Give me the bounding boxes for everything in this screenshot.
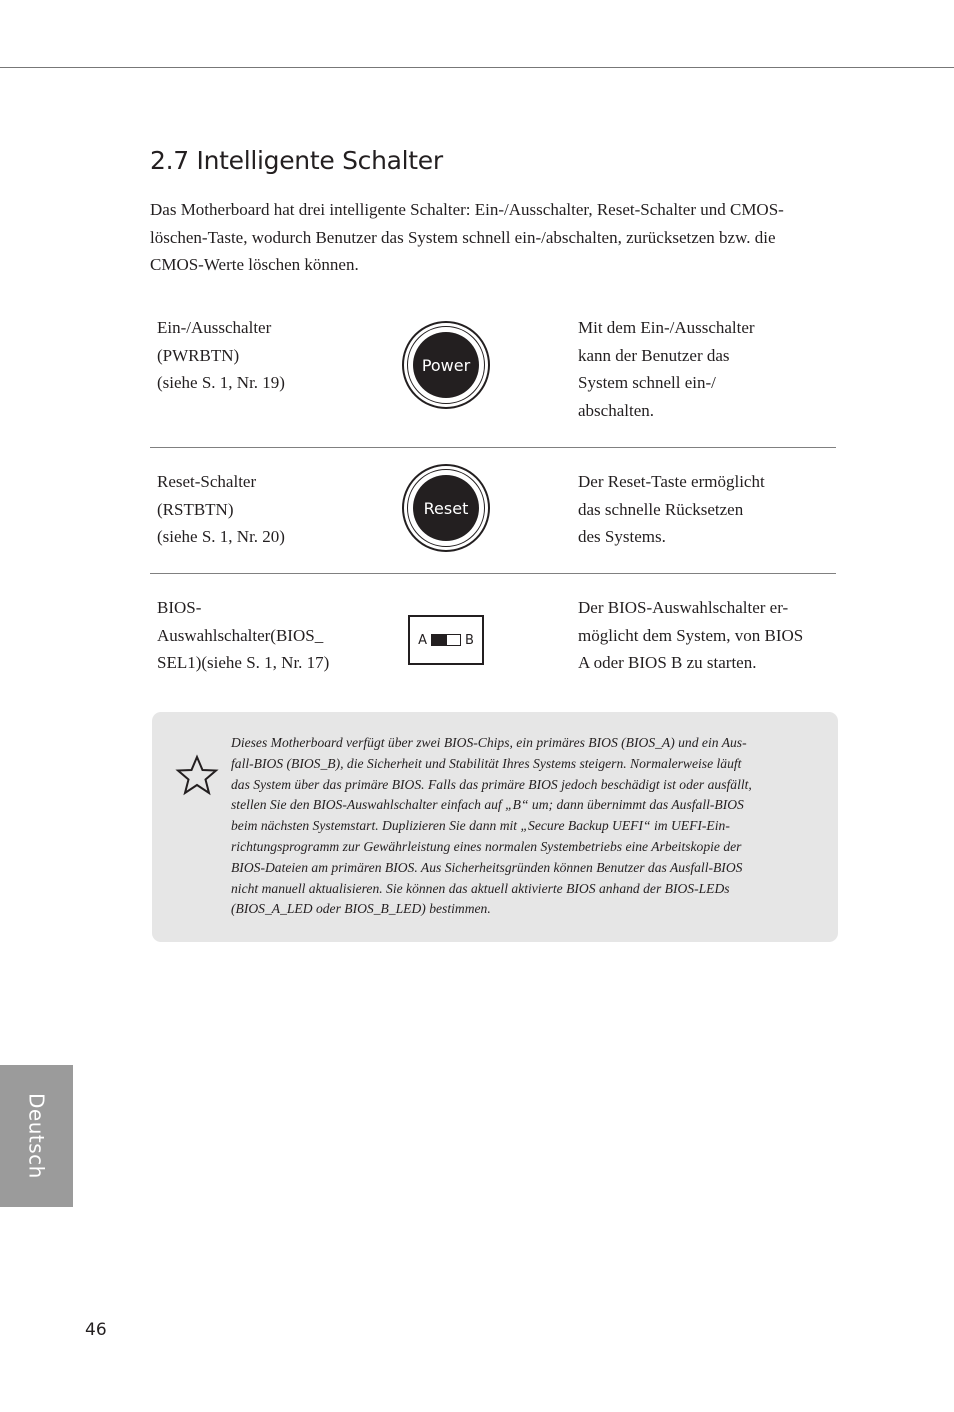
reset-button-illustration: Reset [402,464,490,552]
row-divider [150,447,836,448]
switch-label: Reset-Schalter (RSTBTN) (siehe S. 1, Nr. 20) [157,472,285,547]
note-box [152,712,838,942]
switch-track [431,634,461,646]
star-icon [174,754,220,796]
note-text: Dieses Motherboard verfügt über zwei BIOS-Chips, ein primäres BIOS (BIOS_A) und ein Aus- fall-BIOS (BIOS_B), die Sicherheit und Stabilität Ihres Systems steigern. Normalerweise läuft das System über das primäre BIOS. Falls das primäre BIOS jedoch beschädigt ist oder ausfällt, stellen Sie den BIOS-Auswahlschalter einfach auf „B“ um; dann übernimmt das Ausfall-BIOS beim nächsten Systemstart. Duplizieren Sie dann mit „Secure Backup UEFI“ im UEFI-Ein- richtungsprogramm zur Gewährleistung eines normalen Systembetriebs eine Arbeitskopie der BIOS-Dateien am primären BIOS. Aus Sicherheitsgründen können Benutzer das Ausfall-BIOS nicht manuell aktualisieren. Sie können das aktuell aktivierte BIOS anhand der BIOS-LEDs (BIOS_A_LED oder BIOS_B_LED) bestimmen. [231,735,752,917]
row-divider [150,573,836,574]
header-rule [0,67,954,68]
bios-switch-illustration: A B [408,615,484,665]
switch-description: Mit dem Ein-/Ausschalter kann der Benutzer das System schnell ein-/ abschalten. [578,318,755,421]
switch-label: Ein-/Ausschalter (PWRBTN) (siehe S. 1, Nr. 19) [157,318,285,393]
switch-row-power [150,314,836,424]
switch-description: Der Reset-Taste ermöglicht das schnelle Rücksetzen des Systems. [578,472,765,547]
language-tab: Deutsch [0,1065,73,1207]
power-button-illustration: Power [402,321,490,409]
intro-paragraph: Das Motherboard hat drei intelligente Schalter: Ein-/Ausschalter, Reset-Schalter und CMOS-löschen-Taste, wodurch Benutzer das System schnell ein-/abschalten, zurücksetzen bzw. die CMOS-Werte löschen können. [150,200,784,275]
switch-row-bios-select [150,594,836,694]
switch-label: BIOS- Auswahlschalter(BIOS_ SEL1)(siehe S. 1, Nr. 17) [157,598,330,673]
switch-row-reset [150,468,836,568]
page-number: 46 [85,1320,107,1340]
switch-description: Der BIOS-Auswahlschalter er- möglicht dem System, von BIOS A oder BIOS B zu starten. [578,598,804,673]
section-heading: 2.7 Intelligente Schalter [150,146,443,175]
